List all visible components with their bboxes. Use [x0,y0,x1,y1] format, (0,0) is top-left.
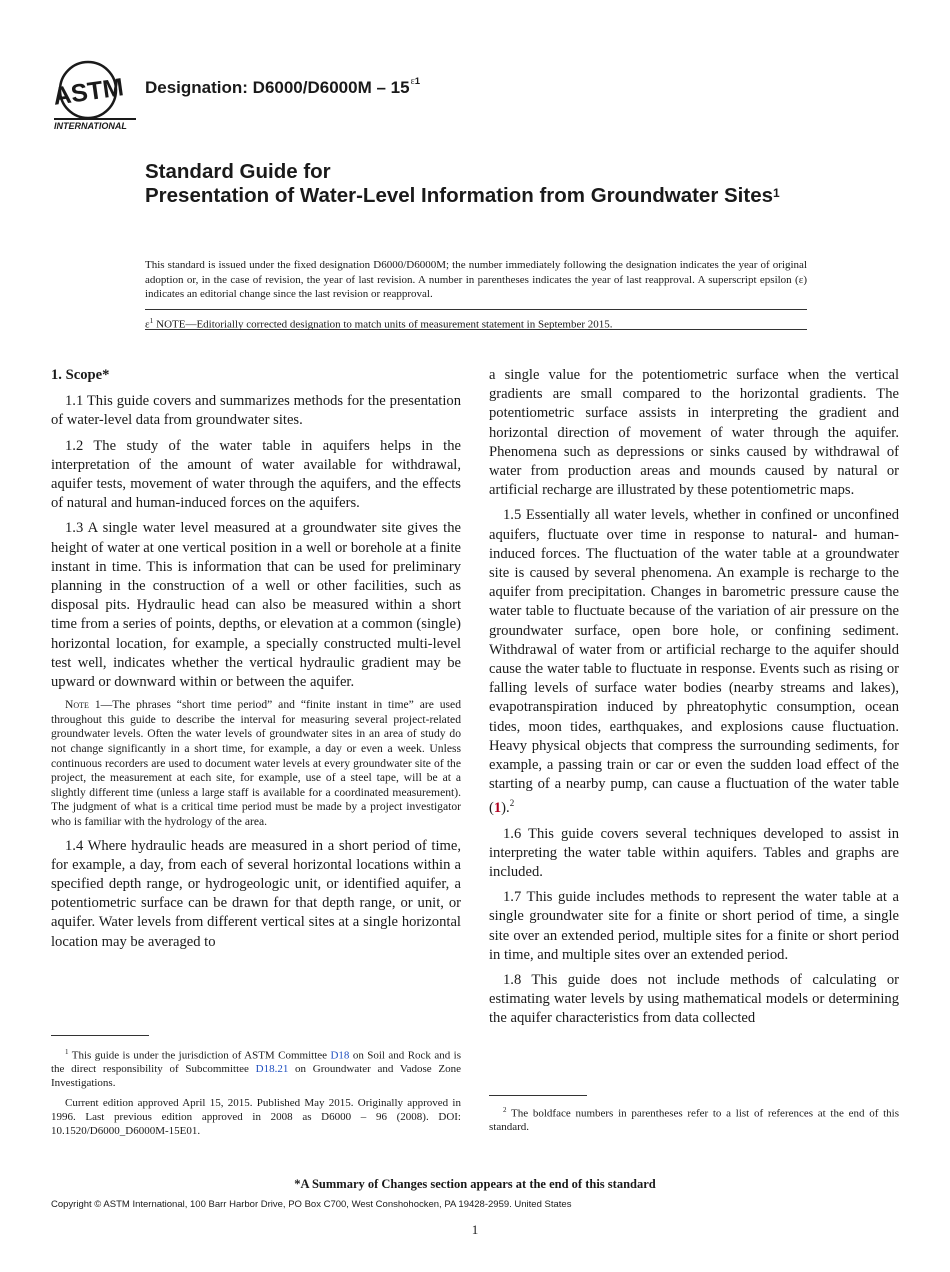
note-1 [51,698,461,829]
footnote-1-text-b: on Soil and Rock and is the direct responsibility of Subcommittee [51,1049,461,1076]
committee-d18-link[interactable]: D18 [330,1049,350,1062]
designation [145,78,420,98]
title-line2: Presentation of Water-Level Information from Groundwater Sites [145,184,773,207]
preamble: This standard is issued under the fixed designation D6000/D6000M; the number immediately following the designation indicates the year of original adoption or, in the case of revision, the year of last revision. A number in parentheses indicates the year of last reapproval. A superscript epsilon (ε) indicates an editorial change since the last revision or reapproval. [145,259,807,301]
footnote-2-mark: 2 [503,1106,507,1114]
astm-logo [50,58,136,134]
paragraph-1-4-continued: a single value for the potentiometric surface when the vertical gradients are small compared to the horizontal gradients. The potentiometric surface assists in interpreting the gradient and horizontal direction of movement of water through the aquifer. Phenomena such as depressions or sinks caused by withdrawal of water from production areas and mounds caused by natural or artificial recharge are illustrated by these potentiometric maps. [489,367,899,499]
subcommittee-d18-21-link[interactable]: D18.21 [255,1063,289,1076]
paragraph-1-6: 1.6 This guide covers several techniques developed to assist in interpreting the water table within aquifers. Tables and graphs are included. [489,825,899,880]
footnote-1 [51,1046,461,1091]
divider-bottom [145,329,807,330]
divider-top [145,309,807,310]
paragraph-1-7: 1.7 This guide includes methods to represent the water table at a single groundwater site for a finite or short period of time, a single site over an extended period, multiple sites for a finite or short period in time, and multiple sites over an extended period. [489,889,899,963]
footnote-1-text-a: This guide is under the jurisdiction of ASTM Committee [68,1049,331,1062]
title-line1: Standard Guide for [145,160,331,183]
footnote-1-text-c: on Groundwater and Vadose Zone Investigations. [51,1063,461,1090]
paragraph-1-4: 1.4 Where hydraulic heads are measured in a short period of time, for example, a day, from each of several horizontal locations within a specified depth range, or hydrogeologic unit, or identified aquifer, a potentiometric surface can be drawn for that depth range, or unit, or aquifer. Water levels from different vertical sites at a single horizontal location may be averaged to [51,837,461,950]
footnote-2 [489,1104,899,1135]
epsilon-note-symbol: ε [145,318,150,331]
astm-logo-graphic [50,58,136,134]
footnotes-left [51,1046,461,1144]
summary-of-changes-note: *A Summary of Changes section appears at the end of this standard [294,1177,656,1191]
title-footnote-mark: 1 [773,186,780,200]
designation-epsilon: ε [410,76,415,87]
svg-text:ASTM: ASTM [51,73,126,111]
page-number: 1 [471,1222,479,1237]
footnote-rule-right [489,1095,587,1096]
section-heading: 1. Scope* [51,367,110,383]
note-1-label: Note [65,698,89,712]
document-title [145,160,845,208]
footnote-rule-left [51,1035,149,1036]
footnote-1-edition: Current edition approved April 15, 2015. Published May 2015. Originally approved in 1996. Last previous edition approved in 2008 as D6000 – 96 (2008). DOI: 10.1520/D6000_D6000M-15E01. [51,1097,461,1137]
epsilon-note-text: NOTE—Editorially corrected designation to match units of measurement statement in September 2015. [153,318,613,331]
note-1-text: 1—The phrases “short time period” and “finite instant in time” are used throughout this guide to describe the interval for measuring several project-related groundwater levels. Often the water levels of groundwater sites in an area of study do not change significantly in a short time, for example, a day or even a week. Unless continuous recorders are used to document water levels at every groundwater site of the project, the measurement at each site, for example, use of a steel tape, will be at a slightly different time (unless a large staff is available for a coordinated measurement). The judgment of what is a critical time period must be made by a project investigator who is familiar with the hydrology of the area. [51,698,461,828]
paragraph-1-5-text: 1.5 Essentially all water levels, whether in confined or unconfined aquifers, fluctuate over time in response to natural- and human-induced forces. The fluctuation of the water table at a groundwater site is caused by several phenomena. An example is recharge to the aquifer from precipitation. Changes in barometric pressure cause the water table to fluctuate because of the variation of air pressure on the groundwater surface, open bore hole, or confining sediment. Withdrawal of water from or artificial recharge to the aquifer should cause the water table to fluctuate in response. Events such as rising or falling levels of surface water bodies (nearby streams and lakes), evapotranspiration induced by phreatophytic consumption, ocean tides, moon tides, earthquakes, and explosions cause fluctuation. Heavy physical objects that compress the surrounding sediments, for example, a passing train or car or even the sudden load effect of the starting of a nearby pump, can cause a fluctuation of the water table ( [489,507,899,817]
footnote-1-mark: 1 [65,1048,69,1056]
logo-subtext: INTERNATIONAL [54,121,127,131]
paragraph-1-3: 1.3 A single water level measured at a groundwater site gives the height of water at one vertical position in a well or borehole at a finite instant in time. This is information that can be used for preliminary planning in the construction of a well or other facilities, such as disposal pits. Hydraulic head can also be measured within a short time from a series of points, depths, or elevation at a common (single) horizontal location, for example, a specially constructed multi-level test well, indicates whether the vertical hydraulic gradient may be upward or downward within or between the aquifer. [51,520,461,691]
paragraph-1-5 [489,506,899,818]
left-column [51,366,461,958]
paragraph-1-5-end: ). [501,800,510,817]
footnote-2-mark-inline: 2 [509,798,515,809]
right-column [489,366,899,1035]
reference-1-link[interactable]: 1 [493,800,502,817]
footnote-2-text: The boldface numbers in parentheses refer to a list of references at the end of this standard. [489,1107,899,1134]
designation-epsilon-number: 1 [414,76,421,87]
copyright: Copyright © ASTM International, 100 Barr Harbor Drive, PO Box C700, West Conshohocken, PA 19428-2959. United States [51,1199,572,1210]
designation-text: Designation: D6000/D6000M – 15 [145,78,410,97]
paragraph-1-2: 1.2 The study of the water table in aquifers helps in the interpretation of the amount of water available for withdrawal, aquifer tests, movement of water through the aquifers, and the effects of natural and human-induced forces on the aquifers. [51,437,461,512]
paragraph-1-8: 1.8 This guide does not include methods of calculating or estimating water levels by using mathematical models or determining the aquifer characteristics from data collected [489,971,899,1027]
epsilon-note-number: 1 [149,316,154,325]
paragraph-1-1: 1.1 This guide covers and summarizes methods for the presentation of water-level data from groundwater sites. [51,393,461,429]
footnotes-right [489,1104,899,1141]
